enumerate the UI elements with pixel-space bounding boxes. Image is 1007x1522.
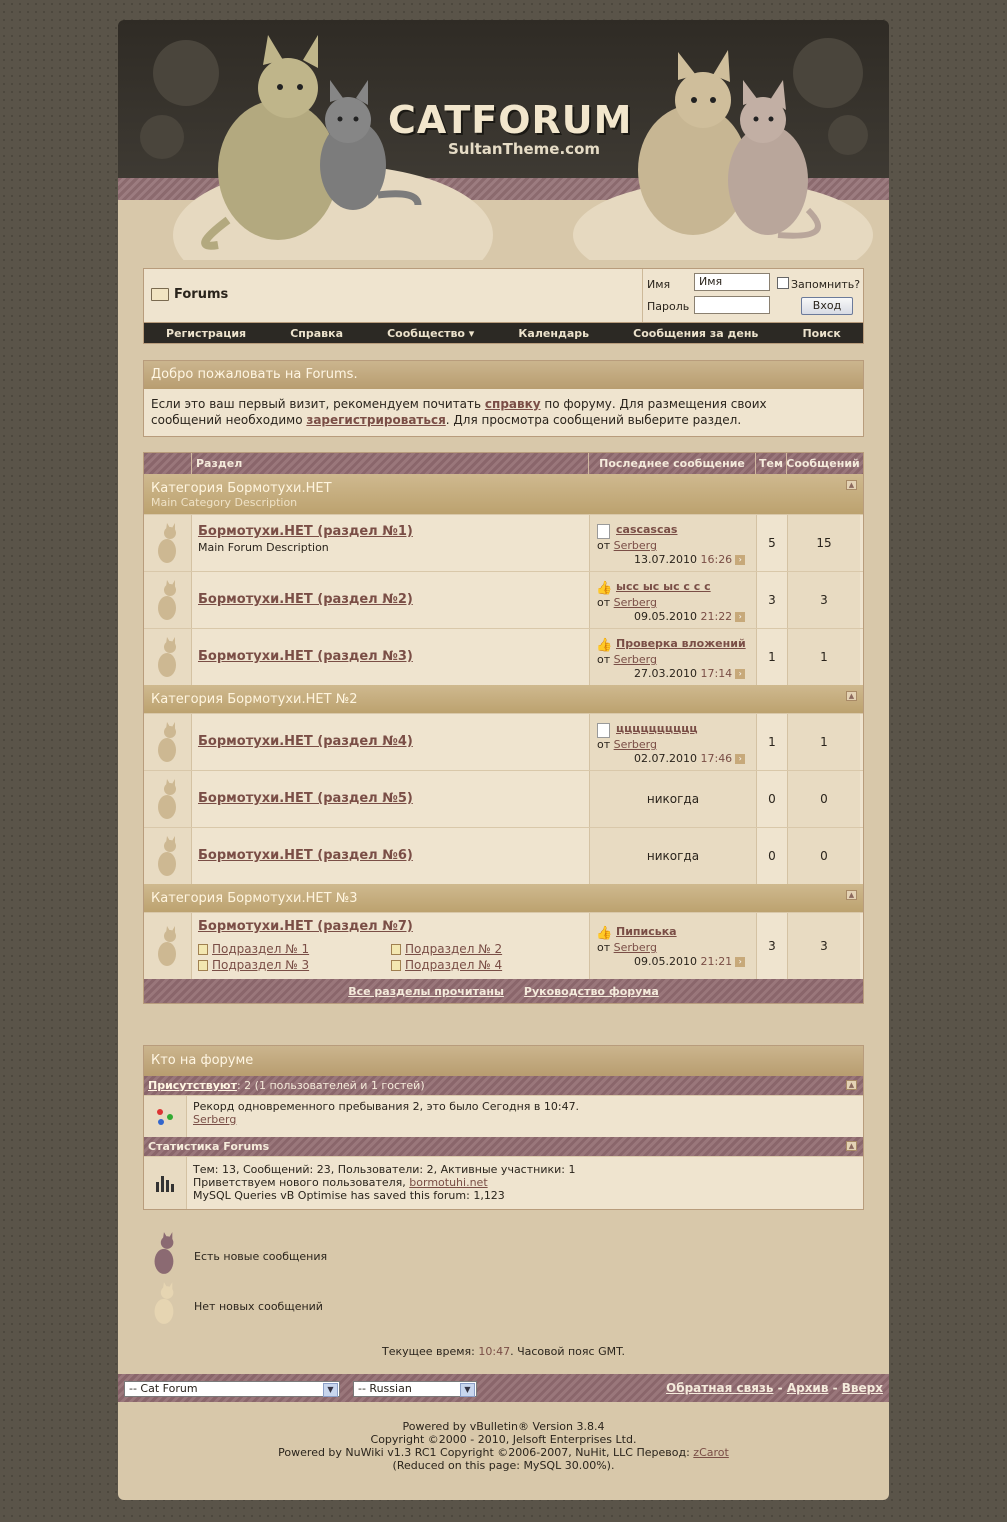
nav-calendar[interactable]: Календарь xyxy=(518,326,590,340)
category-header[interactable] xyxy=(144,884,863,912)
post-count: 1 xyxy=(788,714,860,770)
password-input[interactable] xyxy=(694,296,770,314)
col-last-post: Последнее сообщение xyxy=(589,453,756,474)
post-count: 15 xyxy=(788,515,860,571)
subforum-link[interactable]: Подраздел № 2 xyxy=(391,942,502,956)
post-count: 3 xyxy=(788,572,860,628)
help-link[interactable]: справку xyxy=(484,397,541,411)
present-count: : 2 (1 пользователей и 1 гостей) xyxy=(236,1079,425,1092)
forum-title-link[interactable]: Бормотухи.НЕТ (раздел №7) xyxy=(198,919,413,934)
chevron-down-icon: ▼ xyxy=(460,1383,475,1397)
last-post-never: никогда xyxy=(646,792,700,806)
footer-links: Обратная связь - Архив - Вверх xyxy=(666,1381,883,1395)
thread-count: 1 xyxy=(757,629,788,685)
powered-line: Powered by NuWiki v1.3 RC1 Copyright ©2006-2007, NuHit, LLC Перевод: xyxy=(278,1446,694,1459)
last-post-time: 17:46 xyxy=(700,752,733,765)
welcome-box xyxy=(143,360,864,437)
by-label: от xyxy=(597,539,611,552)
translator-link[interactable]: zCarot xyxy=(693,1446,729,1459)
last-post-date: 02.07.2010 xyxy=(634,752,697,765)
last-post-never: никогда xyxy=(646,849,700,863)
thread-count: 0 xyxy=(757,771,788,827)
forum-row xyxy=(144,770,863,827)
forum-row xyxy=(144,827,863,884)
subforum-link[interactable]: Подраздел № 1 xyxy=(198,942,309,956)
no-new-posts-icon xyxy=(155,777,181,821)
online-users-icon xyxy=(144,1096,187,1137)
page xyxy=(118,20,889,1500)
thumbs-up-icon: 👍 xyxy=(596,581,613,596)
powered-line: Copyright ©2000 - 2010, Jelsoft Enterprises Ltd. xyxy=(370,1433,637,1446)
nav-todays-posts[interactable]: Сообщения за день xyxy=(633,326,759,340)
stats-line: Приветствуем нового пользователя, xyxy=(193,1176,410,1189)
footer-bar xyxy=(118,1374,889,1402)
contact-link[interactable]: Обратная связь xyxy=(666,1381,774,1395)
post-count: 3 xyxy=(788,913,860,979)
forum-title-link[interactable]: Бормотухи.НЕТ (раздел №5) xyxy=(198,791,413,806)
new-user-link[interactable]: bormotuhi.net xyxy=(409,1176,488,1189)
copyright xyxy=(118,1420,889,1472)
welcome-text: . Для просмотра сообщений выберите раздел. xyxy=(445,413,742,427)
forum-rules-link[interactable]: Руководство форума xyxy=(523,984,659,998)
forum-title-link[interactable]: Бормотухи.НЕТ (раздел №3) xyxy=(198,649,413,664)
last-post-user[interactable]: Serberg xyxy=(613,653,657,666)
header-banner xyxy=(118,20,889,260)
post-count: 1 xyxy=(788,629,860,685)
remember-checkbox[interactable] xyxy=(777,277,789,289)
online-user-link[interactable]: Serberg xyxy=(193,1113,237,1126)
stats-title: Статистика Forums xyxy=(148,1140,270,1153)
welcome-text: Если это ваш первый визит, рекомендуем почитать xyxy=(151,397,485,411)
post-count: 0 xyxy=(788,828,860,884)
new-posts-icon xyxy=(148,1230,182,1276)
by-label: от xyxy=(597,738,611,751)
time-value: 10:47 xyxy=(478,1345,511,1358)
subforum-link[interactable]: Подраздел № 4 xyxy=(391,958,502,972)
collapse-icon[interactable]: ▲ xyxy=(846,890,857,900)
last-post-date: 13.07.2010 xyxy=(634,553,697,566)
forum-row xyxy=(144,571,863,628)
no-new-posts-icon xyxy=(155,635,181,679)
last-post-title[interactable]: Проверка вложений xyxy=(616,637,746,650)
logo-subtitle: SultanTheme.com xyxy=(448,140,601,158)
mark-all-read-link[interactable]: Все разделы прочитаны xyxy=(348,984,504,998)
last-post-user[interactable]: Serberg xyxy=(613,941,657,954)
thread-count: 3 xyxy=(757,572,788,628)
password-label: Пароль xyxy=(647,300,690,313)
last-post-time: 21:22 xyxy=(700,610,733,623)
category-title[interactable]: Категория Бормотухи.НЕТ xyxy=(151,481,332,496)
last-post-user[interactable]: Serberg xyxy=(613,738,657,751)
col-posts: Сообщений xyxy=(786,457,860,470)
category-title[interactable]: Категория Бормотухи.НЕТ №3 xyxy=(151,891,358,906)
whos-online-box xyxy=(143,1045,864,1210)
legend-new-label: Есть новые сообщения xyxy=(194,1250,328,1263)
post-count: 0 xyxy=(788,771,860,827)
by-label: от xyxy=(597,653,611,666)
category-header[interactable] xyxy=(144,474,863,514)
style-select[interactable]: -- Cat Forum ▼ xyxy=(124,1381,340,1397)
collapse-icon[interactable]: ▲ xyxy=(846,480,857,490)
nav-register[interactable]: Регистрация xyxy=(166,326,247,340)
go-to-last-post-icon[interactable]: › xyxy=(735,555,745,565)
no-new-posts-icon xyxy=(148,1280,182,1326)
by-label: от xyxy=(597,596,611,609)
forum-title-link[interactable]: Бормотухи.НЕТ (раздел №1) xyxy=(198,524,413,539)
thread-count: 1 xyxy=(757,714,788,770)
go-to-last-post-icon[interactable]: › xyxy=(735,957,745,967)
last-post-time: 21:21 xyxy=(700,955,733,968)
stats-line: MySQL Queries vB Optimise has saved this forum: 1,123 xyxy=(193,1189,505,1202)
time-prefix: Текущее время: xyxy=(381,1345,479,1358)
legend-old-label: Нет новых сообщений xyxy=(194,1300,323,1313)
col-threads: Тем xyxy=(756,453,787,474)
last-post-title[interactable]: Пиписька xyxy=(616,925,677,938)
last-post-title[interactable]: cascascas xyxy=(616,523,678,536)
last-post-date: 09.05.2010 xyxy=(634,955,697,968)
no-new-posts-icon xyxy=(155,924,181,968)
stats-header xyxy=(144,1137,863,1156)
powered-line: (Reduced on this page: MySQL 30.00%). xyxy=(392,1459,615,1472)
whos-online-title: Кто на форуме xyxy=(144,1046,863,1076)
go-to-last-post-icon[interactable]: › xyxy=(735,754,745,764)
last-post-date: 09.05.2010 xyxy=(634,610,697,623)
last-post-title[interactable]: ысс ыс ыс с с с xyxy=(616,580,711,593)
nav-community[interactable]: Сообщество ▾ xyxy=(387,326,475,340)
current-time xyxy=(118,1345,889,1358)
breadcrumb-title[interactable]: Forums xyxy=(174,287,229,302)
time-suffix: . Часовой пояс GMT. xyxy=(510,1345,625,1358)
category-title[interactable]: Категория Бормотухи.НЕТ №2 xyxy=(151,692,358,707)
no-new-posts-icon xyxy=(155,521,181,565)
forum-row xyxy=(144,628,863,685)
last-post-time: 16:26 xyxy=(700,553,733,566)
stats-line: Тем: 13, Сообщений: 23, Пользователи: 2, Активные участники: 1 xyxy=(193,1163,576,1176)
main-navbar xyxy=(143,322,864,344)
remember-label: Запомнить? xyxy=(791,278,861,291)
online-users-header xyxy=(144,1076,863,1095)
forum-title-link[interactable]: Бормотухи.НЕТ (раздел №2) xyxy=(198,592,413,607)
breadcrumb-login-box xyxy=(143,268,864,324)
username-label: Имя xyxy=(647,278,671,291)
go-to-last-post-icon[interactable]: › xyxy=(735,669,745,679)
powered-line: Powered by vBulletin® Version 3.8.4 xyxy=(402,1420,605,1433)
present-link[interactable]: Присутствуют xyxy=(148,1079,237,1092)
thread-count: 3 xyxy=(757,913,788,979)
by-label: от xyxy=(597,941,611,954)
welcome-text: сообщений необходимо xyxy=(151,413,307,427)
language-select[interactable]: -- Russian ▼ xyxy=(353,1381,477,1397)
welcome-title: Добро пожаловать на Forums. xyxy=(144,361,863,389)
table-footer xyxy=(144,979,863,1003)
collapse-icon[interactable]: ▲ xyxy=(846,691,857,701)
forum-row xyxy=(144,713,863,770)
chevron-down-icon: ▼ xyxy=(323,1383,338,1397)
logo-title: CATFORUM xyxy=(388,98,633,142)
forum-row xyxy=(144,514,863,571)
forum-list-table xyxy=(143,452,864,1004)
last-post-user[interactable]: Serberg xyxy=(613,596,657,609)
welcome-text: по форуму. Для размещения своих xyxy=(540,397,767,411)
post-icon xyxy=(597,723,610,738)
thread-count: 5 xyxy=(757,515,788,571)
category-description: Main Category Description xyxy=(151,496,298,509)
go-to-last-post-icon[interactable]: › xyxy=(735,612,745,622)
no-new-posts-icon xyxy=(155,578,181,622)
nav-help[interactable]: Справка xyxy=(290,326,344,340)
category-header[interactable] xyxy=(144,685,863,713)
record-text: Рекорд одновременного пребывания 2, это было Сегодня в 10:47. xyxy=(193,1100,580,1113)
thumbs-up-icon: 👍 xyxy=(596,926,613,941)
nav-search[interactable]: Поиск xyxy=(802,326,841,340)
stats-chart-icon xyxy=(144,1157,187,1209)
no-new-posts-icon xyxy=(155,834,181,878)
forum-row xyxy=(144,912,863,979)
last-post-title[interactable]: цццццццццц xyxy=(616,722,698,735)
register-link[interactable]: зарегистрироваться xyxy=(306,413,446,427)
col-forum: Раздел xyxy=(192,453,589,474)
thumbs-up-icon: 👍 xyxy=(596,638,613,653)
forum-title-link[interactable]: Бормотухи.НЕТ (раздел №4) xyxy=(198,734,413,749)
last-post-date: 27.03.2010 xyxy=(634,667,697,680)
last-post-time: 17:14 xyxy=(700,667,733,680)
top-link[interactable]: Вверх xyxy=(841,1381,883,1395)
table-header xyxy=(144,453,863,474)
post-icon xyxy=(597,524,610,539)
login-button[interactable]: Вход xyxy=(801,297,853,315)
archive-link[interactable]: Архив xyxy=(786,1381,829,1395)
forum-title-link[interactable]: Бормотухи.НЕТ (раздел №6) xyxy=(198,848,413,863)
folder-icon xyxy=(151,288,169,301)
collapse-icon[interactable]: ▲ xyxy=(846,1141,857,1151)
forum-description: Main Forum Description xyxy=(198,541,329,554)
last-post-user[interactable]: Serberg xyxy=(613,539,657,552)
no-new-posts-icon xyxy=(155,720,181,764)
username-input[interactable]: Имя xyxy=(694,273,770,291)
thread-count: 0 xyxy=(757,828,788,884)
subforum-link[interactable]: Подраздел № 3 xyxy=(198,958,309,972)
collapse-icon[interactable]: ▲ xyxy=(846,1080,857,1090)
